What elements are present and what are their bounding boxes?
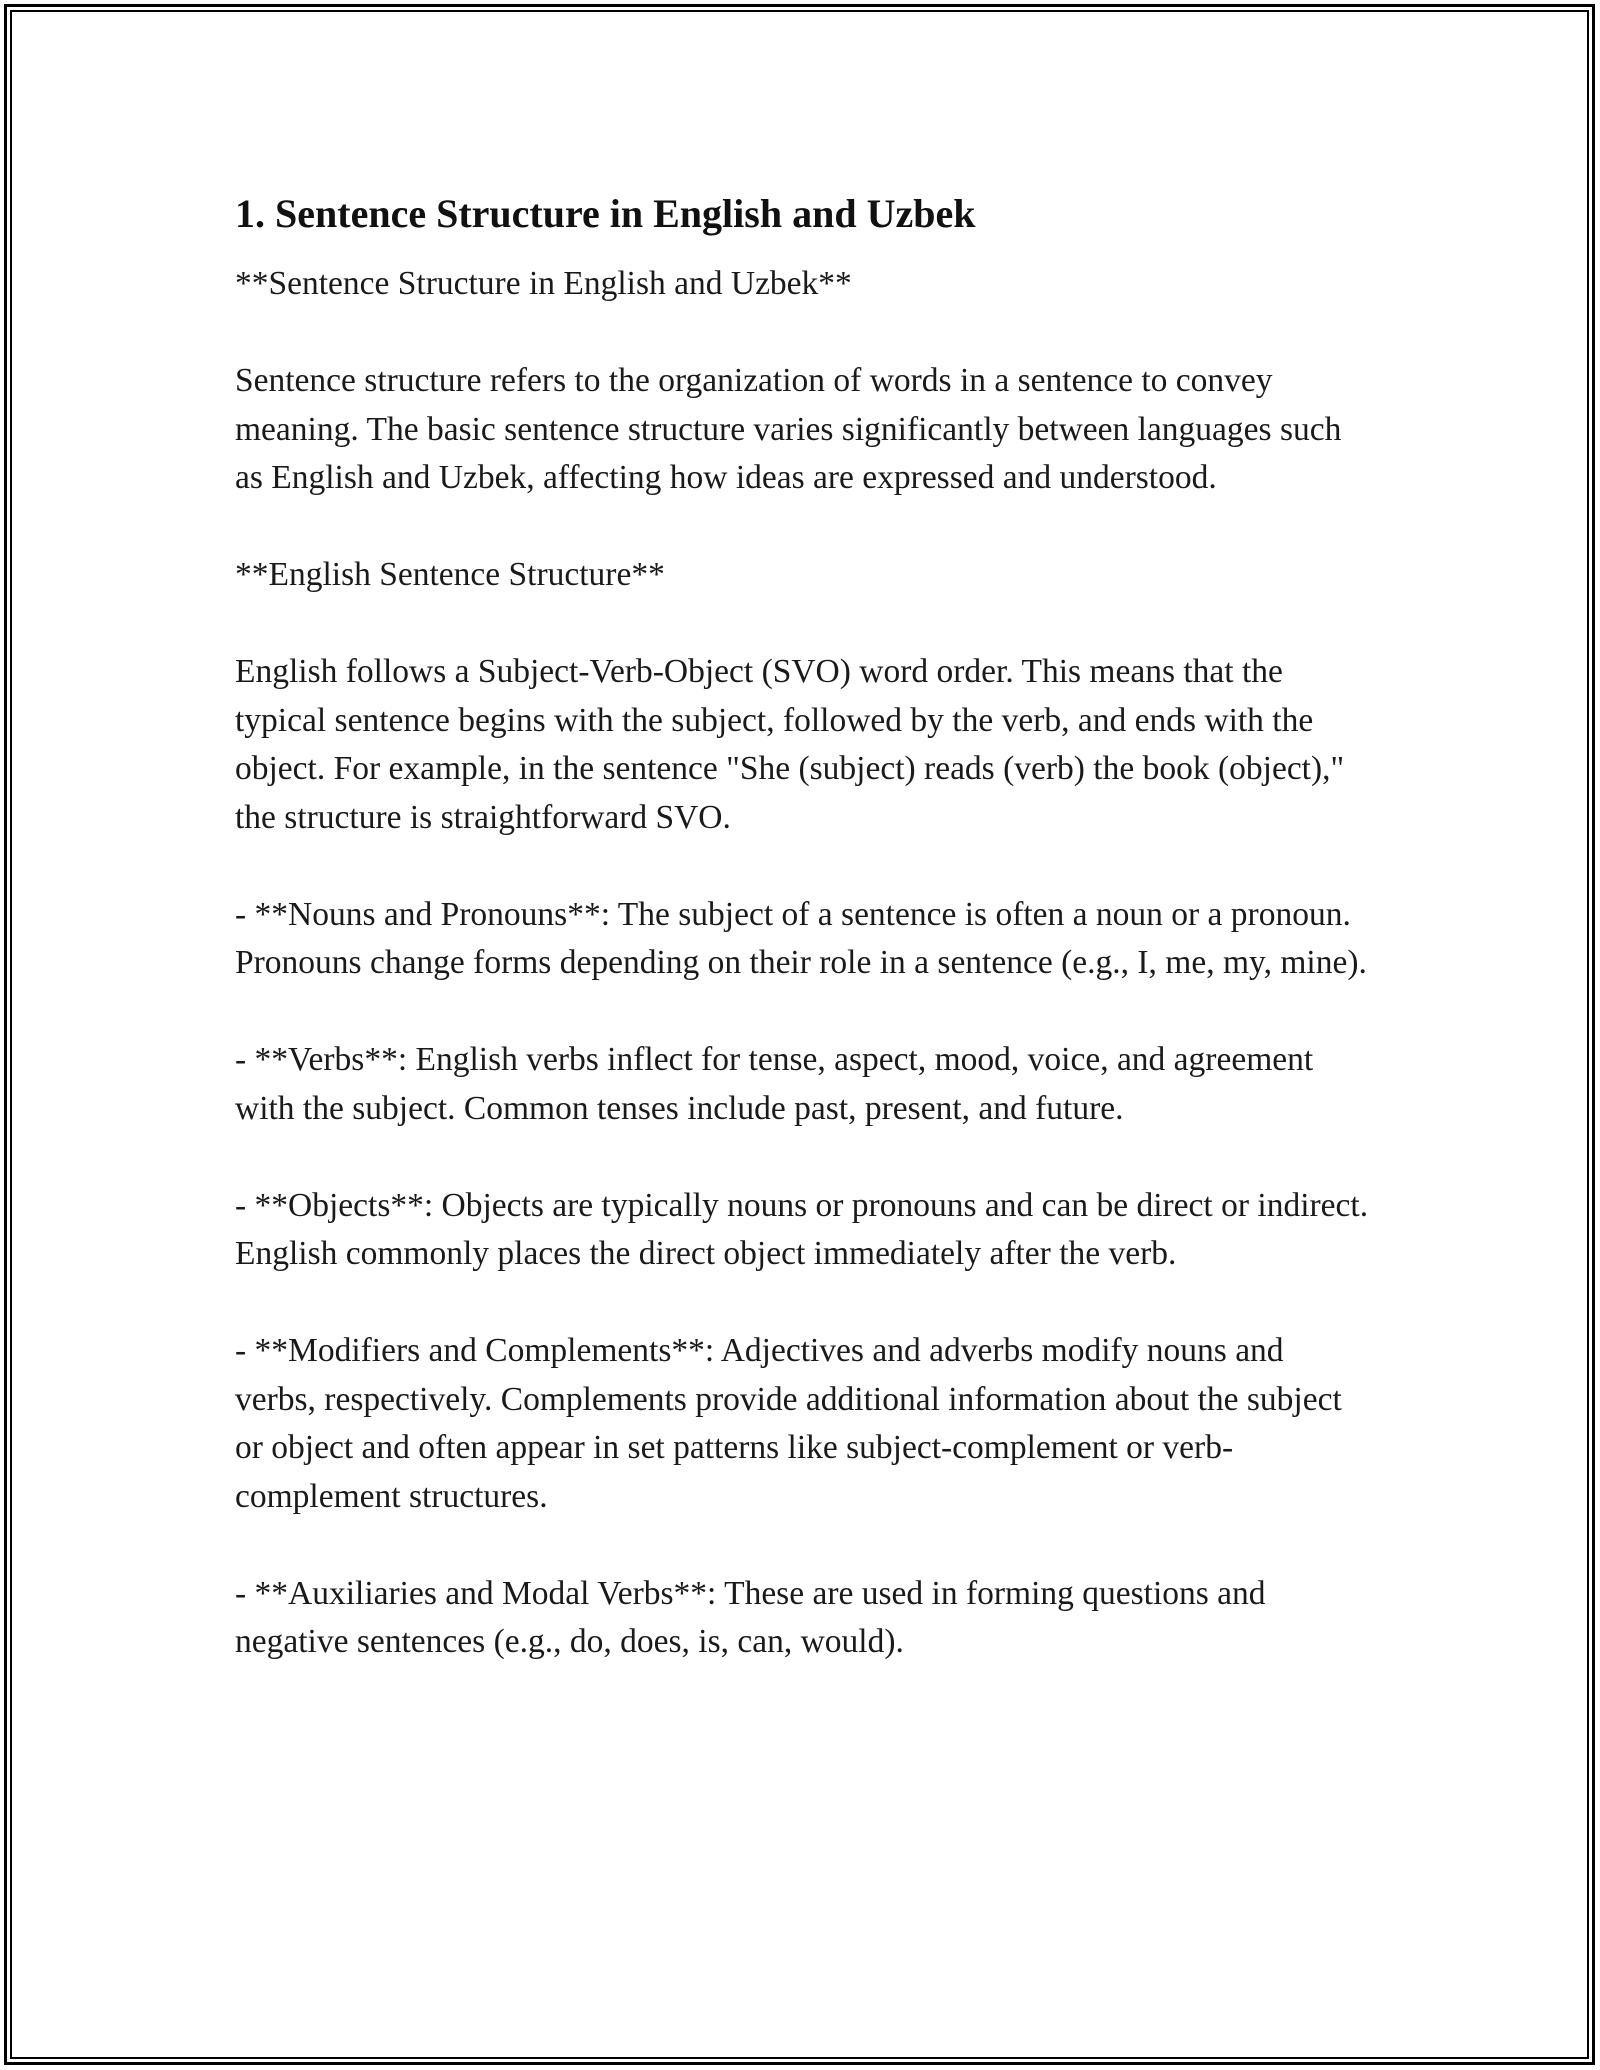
- list-item-verbs: - **Verbs**: English verbs inflect for tense, aspect, mood, voice, and agreement with the subject. Common tenses include past, present, and future.: [235, 1041, 1314, 1127]
- section-heading: 1. Sentence Structure in English and Uzbek: [235, 191, 976, 236]
- bold-title-paragraph: **Sentence Structure in English and Uzbek**: [235, 265, 852, 302]
- list-item-objects: - **Objects**: Objects are typically nouns or pronouns and can be direct or indirect. English commonly places the direct object immediately after the verb.: [235, 1186, 1369, 1272]
- intro-paragraph: Sentence structure refers to the organization of words in a sentence to convey meaning. The basic sentence structure varies significantly between languages such as English and Uzbek, affecting how ideas are expressed and understood.: [235, 362, 1342, 496]
- document-body: [235, 186, 1370, 1667]
- list-item-nouns-pronouns: - **Nouns and Pronouns**: The subject of a sentence is often a noun or a pronoun. Pronouns change forms depending on their role in a sentence (e.g., I, me, my, mine).: [235, 895, 1367, 981]
- list-item-auxiliaries-modals: - **Auxiliaries and Modal Verbs**: These are used in forming questions and negative sentences (e.g., do, does, is, can, would).: [235, 1574, 1266, 1660]
- list-item-modifiers-complements: - **Modifiers and Complements**: Adjectives and adverbs modify nouns and verbs, respectively. Complements provide additional information about the subject or object and often appear in set patterns like subject-complement or verb-complement structures.: [235, 1332, 1342, 1515]
- subsection-title-paragraph: **English Sentence Structure**: [235, 556, 665, 593]
- svo-paragraph: English follows a Subject-Verb-Object (SVO) word order. This means that the typical sentence begins with the subject, followed by the verb, and ends with the object. For example, in the sentence "She (subject) reads (verb) the book (object)," the structure is straightforward SVO.: [235, 653, 1345, 836]
